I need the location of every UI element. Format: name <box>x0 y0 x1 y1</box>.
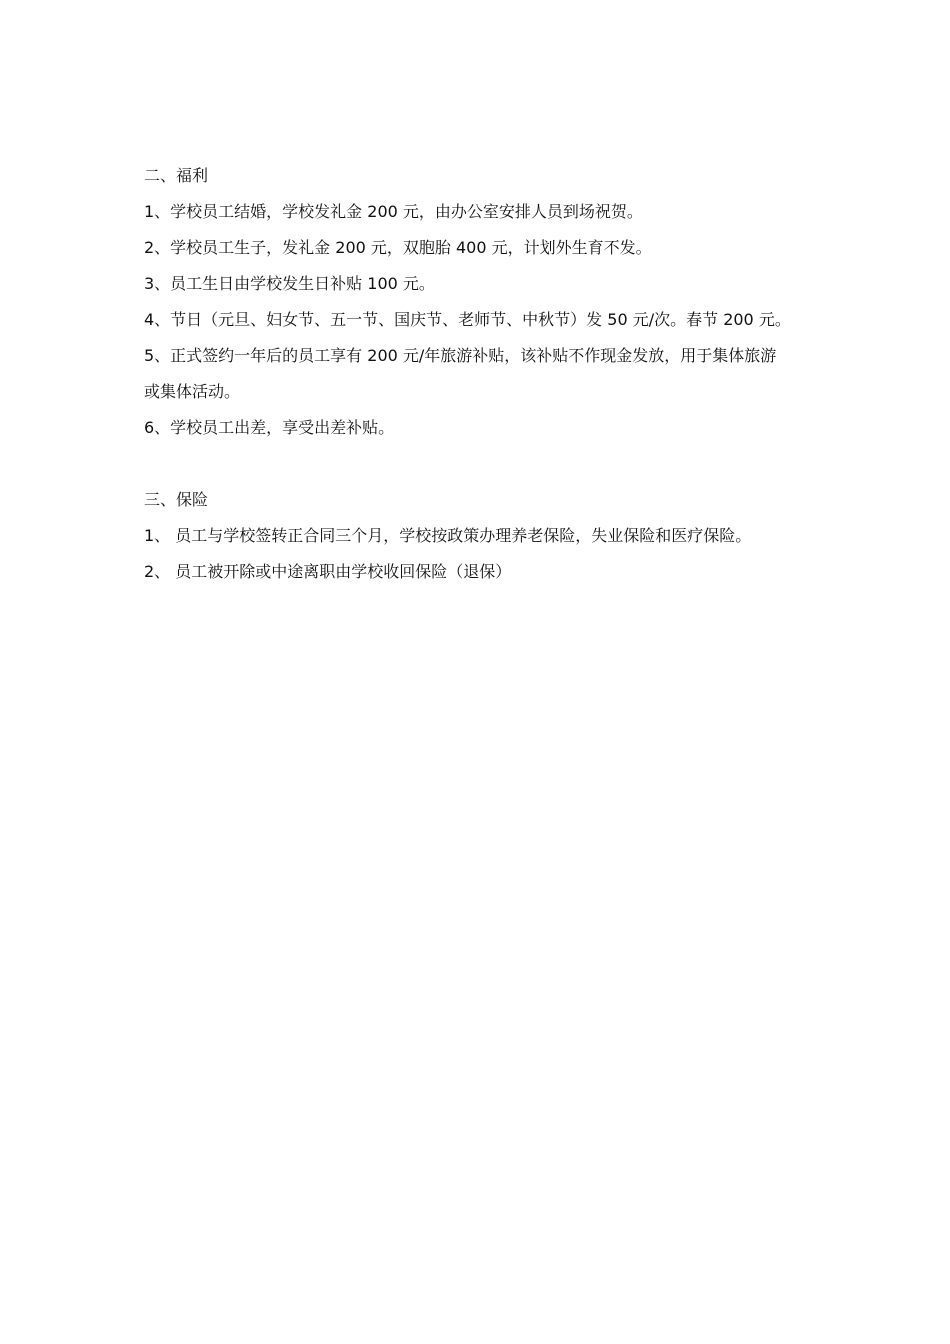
welfare-item-6: 6、学校员工出差，享受出差补贴。 <box>144 418 395 437</box>
welfare-item-4: 4、节日（元旦、妇女节、五一节、国庆节、老师节、中秋节）发 50 元/次。春节 200 元。 <box>144 310 791 329</box>
welfare-item-2: 2、学校员工生子，发礼金 200 元，双胞胎 400 元，计划外生育不发。 <box>144 238 652 257</box>
welfare-item-5-line-2: 或集体活动。 <box>144 382 241 401</box>
document-content <box>144 158 814 590</box>
welfare-item-5-line-1: 5、正式签约一年后的员工享有 200 元/年旅游补贴，该补贴不作现金发放，用于集体旅游 <box>144 346 777 365</box>
welfare-item-1: 1、学校员工结婚，学校发礼金 200 元，由办公室安排人员到场祝贺。 <box>144 202 643 221</box>
welfare-section <box>144 158 814 446</box>
welfare-item-3: 3、员工生日由学校发生日补贴 100 元。 <box>144 274 435 293</box>
insurance-item-1: 1、 员工与学校签转正合同三个月，学校按政策办理养老保险，失业保险和医疗保险。 <box>144 526 752 545</box>
section-heading-insurance: 三、保险 <box>144 490 209 509</box>
insurance-item-2: 2、 员工被开除或中途离职由学校收回保险（退保） <box>144 562 512 581</box>
insurance-section <box>144 482 814 590</box>
section-heading-welfare: 二、福利 <box>144 166 209 185</box>
